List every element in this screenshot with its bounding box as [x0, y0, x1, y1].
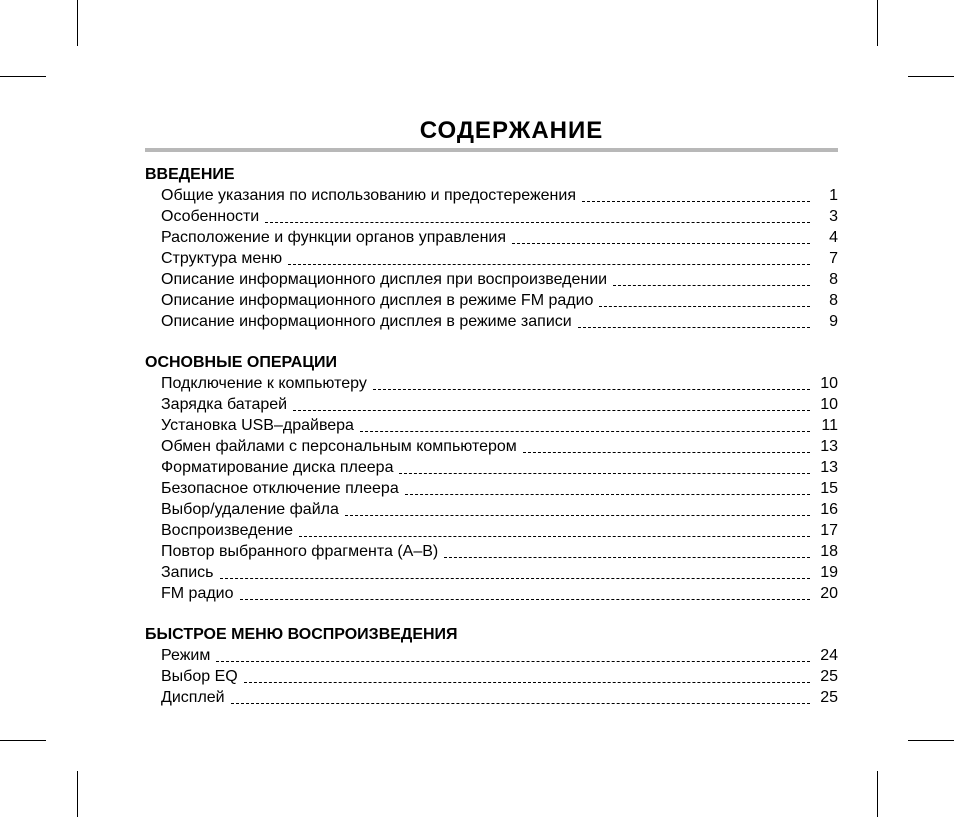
- crop-mark-top-left-horizontal: [0, 76, 46, 77]
- toc-entry[interactable]: [145, 206, 838, 227]
- toc-entry-page-number: 19: [820, 564, 838, 581]
- dotted-leader: [373, 389, 810, 390]
- crop-mark-top-left-vertical: [77, 0, 78, 46]
- toc-section: [145, 624, 838, 708]
- toc-entry[interactable]: [145, 645, 838, 666]
- toc-entry-label: Форматирование диска плеера: [161, 459, 394, 476]
- dotted-leader: [405, 494, 810, 495]
- crop-mark-bottom-left-horizontal: [0, 740, 46, 741]
- toc-entry[interactable]: [145, 687, 838, 708]
- toc-entry[interactable]: [145, 541, 838, 562]
- dotted-leader: [599, 306, 810, 307]
- toc-entry-label: Обмен файлами с персональным компьютером: [161, 438, 517, 455]
- toc-entry[interactable]: [145, 666, 838, 687]
- toc-entry-page-number: 25: [820, 668, 838, 685]
- toc-entry-page-number: 18: [820, 543, 838, 560]
- toc-entry-page-number: 20: [820, 585, 838, 602]
- dotted-leader: [216, 661, 810, 662]
- toc-entry-label: Описание информационного дисплея при воспроизведении: [161, 271, 608, 288]
- toc-entry-page-number: 10: [820, 375, 838, 392]
- toc-entry-label: Подключение к компьютеру: [161, 375, 367, 392]
- title-underline: [145, 148, 838, 152]
- toc-entry-label: Особенности: [161, 208, 260, 225]
- toc-entry-label: Описание информационного дисплея в режиме записи: [161, 313, 572, 330]
- toc-entry-label: Расположение и функции органов управления: [161, 229, 507, 246]
- section-heading: ОСНОВНЫЕ ОПЕРАЦИИ: [145, 354, 338, 371]
- toc-entry-label: Зарядка батарей: [161, 396, 288, 413]
- toc-entry-page-number: 16: [820, 501, 838, 518]
- toc-entry-page-number: 17: [820, 522, 838, 539]
- toc-entry-page-number: 15: [820, 480, 838, 497]
- toc-entry[interactable]: [145, 311, 838, 332]
- toc-entry[interactable]: [145, 185, 838, 206]
- toc-entry-label: Безопасное отключение плеера: [161, 480, 399, 497]
- dotted-leader: [288, 264, 810, 265]
- toc-section: [145, 352, 838, 604]
- toc-entry[interactable]: [145, 394, 838, 415]
- page-title: СОДЕРЖАНИЕ: [419, 117, 604, 144]
- toc-entry[interactable]: [145, 499, 838, 520]
- toc-entry-page-number: 7: [829, 250, 838, 267]
- toc-entry-label: Структура меню: [161, 250, 283, 267]
- toc-entry-page-number: 8: [829, 271, 838, 288]
- crop-mark-top-right-vertical: [877, 0, 878, 46]
- dotted-leader: [399, 473, 810, 474]
- dotted-leader: [360, 431, 810, 432]
- toc-entry[interactable]: [145, 373, 838, 394]
- toc-entry-label: Повтор выбранного фрагмента (А–В): [161, 543, 439, 560]
- section-heading: БЫСТРОЕ МЕНЮ ВОСПРОИЗВЕДЕНИЯ: [145, 626, 458, 643]
- crop-mark-bottom-left-vertical: [77, 771, 78, 817]
- toc-section: [145, 164, 838, 332]
- toc-entry-page-number: 9: [829, 313, 838, 330]
- toc-entry-page-number: 25: [820, 689, 838, 706]
- toc-entry[interactable]: [145, 562, 838, 583]
- toc-entry-label: Выбор EQ: [161, 668, 238, 685]
- dotted-leader: [293, 410, 810, 411]
- toc-entry[interactable]: [145, 227, 838, 248]
- toc-entry-label: Режим: [161, 647, 211, 664]
- toc-entry-label: Дисплей: [161, 689, 225, 706]
- table-of-contents-page: [145, 116, 838, 708]
- table-of-contents: [145, 164, 838, 708]
- toc-entry-page-number: 4: [829, 229, 838, 246]
- toc-entry-page-number: 13: [820, 459, 838, 476]
- dotted-leader: [582, 201, 810, 202]
- dotted-leader: [299, 536, 810, 537]
- toc-entry-label: Выбор/удаление файла: [161, 501, 339, 518]
- toc-entry-label: Воспроизведение: [161, 522, 294, 539]
- toc-entry-label: FM радио: [161, 585, 234, 602]
- toc-entry-label: Установка USB–драйвера: [161, 417, 354, 434]
- dotted-leader: [231, 703, 810, 704]
- toc-entry[interactable]: [145, 457, 838, 478]
- toc-entry[interactable]: [145, 478, 838, 499]
- dotted-leader: [244, 682, 810, 683]
- dotted-leader: [220, 578, 811, 579]
- toc-entry[interactable]: [145, 248, 838, 269]
- dotted-leader: [523, 452, 810, 453]
- toc-entry-label: Общие указания по использованию и предостережения: [161, 187, 576, 204]
- toc-entry-page-number: 3: [829, 208, 838, 225]
- toc-entry-page-number: 10: [820, 396, 838, 413]
- dotted-leader: [240, 599, 810, 600]
- dotted-leader: [613, 285, 810, 286]
- toc-entry-label: Запись: [161, 564, 214, 581]
- toc-entry[interactable]: [145, 415, 838, 436]
- toc-entry-page-number: 8: [829, 292, 838, 309]
- toc-entry-page-number: 24: [820, 647, 838, 664]
- dotted-leader: [345, 515, 810, 516]
- toc-entry-label: Описание информационного дисплея в режиме FM радио: [161, 292, 594, 309]
- dotted-leader: [265, 222, 810, 223]
- toc-entry-page-number: 11: [821, 417, 838, 434]
- dotted-leader: [444, 557, 810, 558]
- toc-entry[interactable]: [145, 520, 838, 541]
- crop-mark-top-right-horizontal: [908, 76, 954, 77]
- toc-entry-page-number: 13: [820, 438, 838, 455]
- toc-entry[interactable]: [145, 269, 838, 290]
- toc-entry[interactable]: [145, 436, 838, 457]
- toc-entry-page-number: 1: [829, 187, 838, 204]
- toc-entry[interactable]: [145, 583, 838, 604]
- dotted-leader: [512, 243, 810, 244]
- dotted-leader: [578, 327, 810, 328]
- crop-mark-bottom-right-horizontal: [908, 740, 954, 741]
- toc-entry[interactable]: [145, 290, 838, 311]
- section-heading: ВВЕДЕНИЕ: [145, 166, 235, 183]
- crop-mark-bottom-right-vertical: [877, 771, 878, 817]
